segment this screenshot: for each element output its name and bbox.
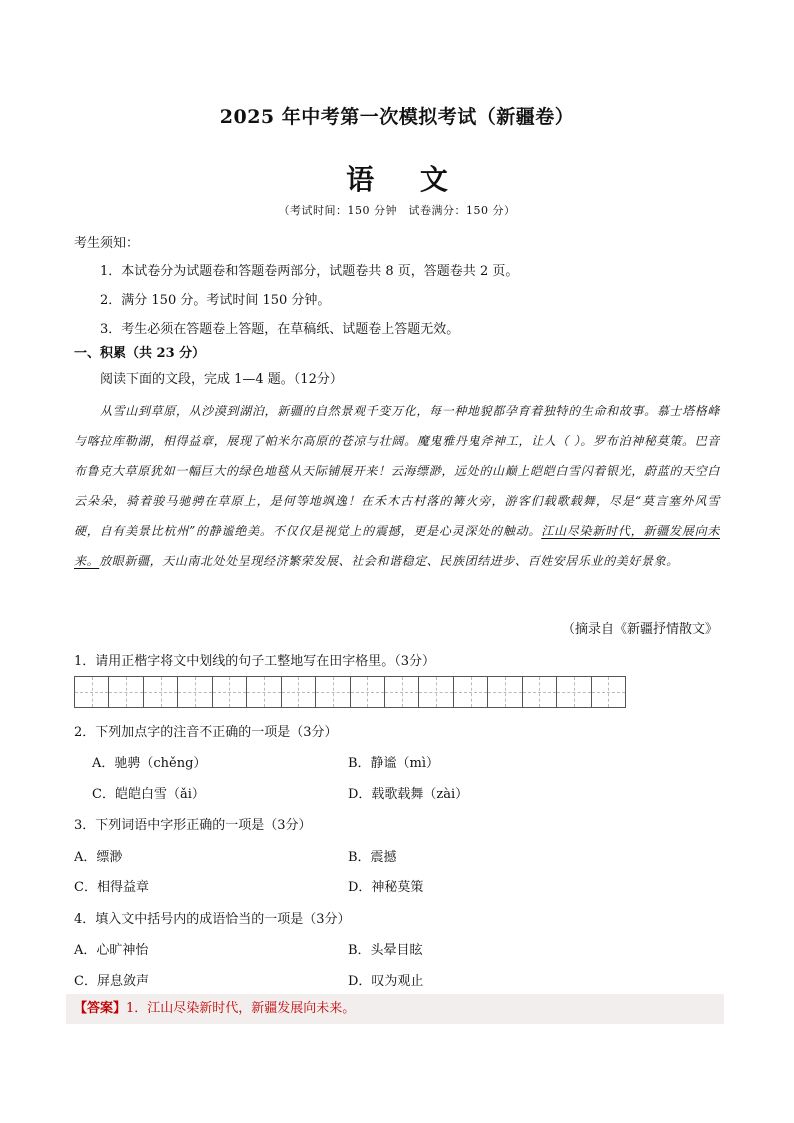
- grid-cell[interactable]: [144, 677, 178, 707]
- notice-title: 考生须知：: [74, 236, 140, 251]
- section-heading: 一、积累（共 23 分）: [74, 346, 206, 361]
- exam-info: （考试时间：150 分钟 试卷满分：150 分）: [278, 204, 516, 217]
- answer-bar: [66, 994, 724, 1024]
- question-2-option-b[interactable]: B．静谧（mì）: [348, 756, 440, 771]
- notice-item-3: 3．考生必须在答题卷上答题，在草稿纸、试题卷上答题无效。: [100, 322, 460, 337]
- grid-cell[interactable]: [75, 677, 109, 707]
- question-2-option-c[interactable]: C．皑皑白雪（ǎi）: [92, 787, 205, 802]
- question-3-option-d[interactable]: D．神秘莫策: [348, 880, 424, 895]
- grid-cell[interactable]: [351, 677, 385, 707]
- subject-title: 语 文: [346, 163, 466, 196]
- answer-text: 1．江山尽染新时代，新疆发展向未来。: [126, 1001, 356, 1016]
- question-1-stem: 1．请用正楷字将文中划线的句子工整地写在田字格里。（3分）: [74, 654, 436, 669]
- question-4-option-c[interactable]: C．屏息敛声: [74, 974, 149, 989]
- reading-passage: [74, 396, 720, 576]
- question-4-stem: 4．填入文中括号内的成语恰当的一项是（3分）: [74, 912, 351, 927]
- exam-title: 2025 年中考第一次模拟考试（新疆卷）: [219, 106, 575, 128]
- grid-cell[interactable]: [592, 677, 625, 707]
- question-2-stem: 2．下列加点字的注音不正确的一项是（3分）: [74, 725, 338, 740]
- passage-source: （摘录自《新疆抒情散文》: [561, 622, 718, 637]
- writing-grid[interactable]: [74, 676, 626, 708]
- question-4-option-d[interactable]: D．叹为观止: [348, 974, 424, 989]
- passage-underlined-sentence: 江山尽染新时代，新疆发展向未来。: [74, 524, 720, 568]
- grid-cell[interactable]: [247, 677, 281, 707]
- grid-cell[interactable]: [109, 677, 143, 707]
- question-3-option-c[interactable]: C．相得益章: [74, 880, 149, 895]
- passage-text-1: 从雪山到草原，从沙漠到湖泊，新疆的自然景观千变万化，每一种地貌都孕育着独特的生命和故事。慕士塔格峰与喀拉库勒湖，相得益章，展现了帕米尔高原的苍凉与壮阔。魔鬼雅丹鬼斧神工，让人（ ）。罗布泊神秘莫策。巴音布鲁克大草原犹如一幅巨大的绿色地毯从天际铺展开来！云海缥渺，远处的山巅上皑皑白雪闪着银光，蔚蓝的天空白云朵朵，骑着骏马驰骋在草原上，是何等地飒逸！在禾木古村落的篝火旁，游客们载歌载舞，尽是“莫言塞外风雪硬，自有美景比杭州”的静谧绝美。不仅仅是视觉上的震撼，更是心灵深处的触动。: [74, 404, 720, 538]
- notice-item-1: 1．本试卷分为试题卷和答题卷两部分，试题卷共 8 页，答题卷共 2 页。: [100, 264, 519, 279]
- reading-instruction: 阅读下面的文段，完成 1—4 题。（12分）: [100, 372, 343, 387]
- passage-text-2: 放眼新疆，天山南北处处呈现经济繁荣发展、社会和谐稳定、民族团结进步、百姓安居乐业的美好景象。: [99, 554, 679, 568]
- grid-cell[interactable]: [178, 677, 212, 707]
- grid-cell[interactable]: [523, 677, 557, 707]
- question-2-option-d[interactable]: D．载歌载舞（zài）: [348, 787, 469, 802]
- grid-cell[interactable]: [488, 677, 522, 707]
- grid-cell[interactable]: [213, 677, 247, 707]
- grid-cell[interactable]: [419, 677, 453, 707]
- grid-cell[interactable]: [316, 677, 350, 707]
- question-4-option-b[interactable]: B．头晕目眩: [348, 943, 423, 958]
- question-3-stem: 3．下列词语中字形正确的一项是（3分）: [74, 818, 312, 833]
- question-2-option-a[interactable]: A．驰骋（chěng）: [92, 756, 207, 771]
- question-4-option-a[interactable]: A．心旷神怡: [74, 943, 149, 958]
- grid-cell[interactable]: [454, 677, 488, 707]
- answer-tag: 【答案】: [74, 1001, 127, 1016]
- grid-cell[interactable]: [282, 677, 316, 707]
- grid-cell[interactable]: [385, 677, 419, 707]
- question-3-option-a[interactable]: A．缥渺: [74, 850, 123, 865]
- notice-item-2: 2．满分 150 分。考试时间 150 分钟。: [100, 293, 331, 308]
- grid-cell[interactable]: [557, 677, 591, 707]
- question-3-option-b[interactable]: B．震撼: [348, 850, 397, 865]
